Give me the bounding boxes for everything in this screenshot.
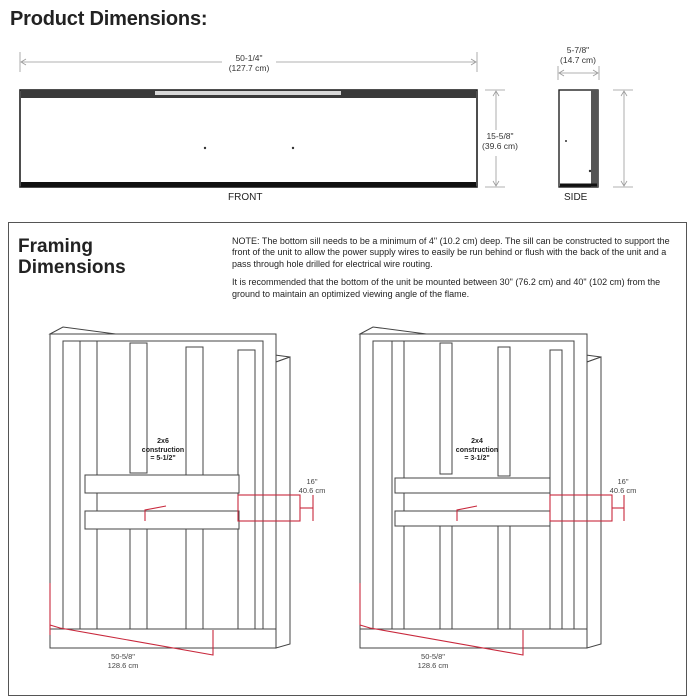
- side-depth-label: [553, 45, 603, 65]
- side-height-dimension-line: [613, 90, 633, 187]
- front-caption: FRONT: [228, 192, 263, 203]
- left-width-cm: 128.6 cm: [107, 661, 139, 670]
- left-construction-depth: = 5-1/2": [150, 455, 176, 462]
- front-height-inches: 15-5/8": [486, 131, 514, 141]
- right-width-inches: 50-5/8": [421, 652, 445, 661]
- front-view-unit: [20, 90, 477, 187]
- front-height-cm: (39.6 cm): [482, 141, 518, 151]
- framing-title-line1: Framing: [18, 236, 93, 257]
- product-dimensions-title: Product Dimensions:: [10, 8, 208, 30]
- left-width-inches: 50-5/8": [111, 652, 135, 661]
- side-view-unit: [559, 90, 598, 187]
- side-depth-inches: 5-7/8": [566, 45, 590, 55]
- left-construction-label: [138, 438, 188, 464]
- framing-title-line2: Dimensions: [18, 257, 126, 278]
- left-height-label: [292, 477, 332, 495]
- front-width-inches: 50-1/4": [235, 53, 263, 63]
- left-lumber-size: 2x6: [157, 438, 169, 445]
- side-caption: SIDE: [564, 192, 588, 203]
- right-height-label: [603, 477, 643, 495]
- right-construction-depth: = 3-1/2": [464, 455, 490, 462]
- left-width-label: [100, 652, 146, 670]
- front-width-cm: (127.7 cm): [228, 63, 270, 73]
- front-height-label: [478, 131, 522, 151]
- left-height-cm: 40.6 cm: [298, 486, 326, 495]
- framing-title: [18, 236, 126, 278]
- right-width-cm: 128.6 cm: [417, 661, 449, 670]
- right-height-inches: 16": [617, 477, 629, 486]
- right-lumber-size: 2x4: [471, 438, 483, 445]
- right-construction-word: construction: [455, 446, 499, 454]
- side-width-dimension-line: [558, 66, 599, 80]
- sill-note: NOTE: The bottom sill needs to be a minimum of 4" (10.2 cm) deep. The sill can be constructed to support the front of the unit to allow the power supply wires to easily be run behind or flush with the back of the unit and a pass through hole drilled for electrical wire routing.: [232, 236, 670, 269]
- left-construction-word: construction: [141, 446, 185, 454]
- mounting-height-note: It is recommended that the bottom of the unit be mounted between 30" (76.2 cm) and 40" (102 cm) from the ground to maintain an optimized viewing angle of the flame.: [232, 277, 661, 299]
- right-height-cm: 40.6 cm: [609, 486, 637, 495]
- right-construction-label: [452, 438, 502, 464]
- left-height-inches: 16": [306, 477, 318, 486]
- front-width-label: [222, 53, 276, 73]
- side-depth-cm: (14.7 cm): [560, 55, 596, 65]
- right-width-label: [410, 652, 456, 670]
- framing-notes: [232, 236, 682, 307]
